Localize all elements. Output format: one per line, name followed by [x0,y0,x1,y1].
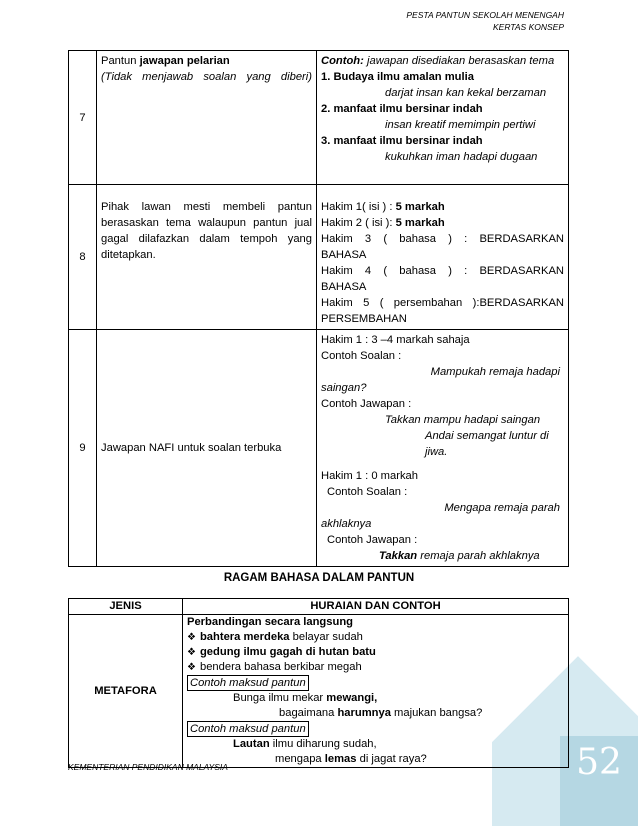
diamond-bullet-icon: ❖ [187,647,196,658]
row-number: 9 [69,330,97,567]
table-row [69,51,569,185]
section-title: RAGAM BAHASA DALAM PANTUN [223,572,415,584]
row-description: Pihak lawan mesti membeli pantun berasaskan tema walaupun pantun jual gagal dilafazkan dalam tempoh yang ditetapkan. [97,185,317,330]
row-number: 8 [69,185,97,330]
row-example: Contoh: jawapan disediakan berasaskan tema 1. Budaya ilmu amalan mulia darjat insan kan kekal berzaman 2. manfaat ilmu bersinar indah insan kreatif memimpin pertiwi 3. manfaat ilmu bersinar indah kukuhkan iman hadapi dugaan [317,51,569,185]
row-example: Hakim 1( isi ) : 5 markah Hakim 2 ( isi ): 5 markah Hakim 3 ( bahasa ) : BERDASARKAN BAHASA Hakim 4 ( bahasa ) : BERDASARKAN BAHASA Hakim 5 ( persembahan ):BERDASARKAN PERSEMBAHAN [317,185,569,330]
description-cell: Perbandingan secara langsung ❖ bahtera merdeka belayar sudah ❖ gedung ilmu gagah di hutan batu ❖ bendera bahasa berkibar megah Contoh maksud pantun Bunga ilmu mekar mewangi, bagaimana harumnya majukan bangsa? Contoh maksud pantun Lautan ilmu diharung sudah, mengapa lemas di jagat raya? [183,615,569,768]
header-line-2: KERTAS KONSEP [492,22,564,32]
row-description: Pantun jawapan pelarian (Tidak menjawab soalan yang diberi) [97,51,317,185]
page-number: 52 [560,736,638,826]
rules-table [68,50,569,567]
table-header-row [69,599,569,615]
diamond-bullet-icon: ❖ [187,662,196,673]
column-header: HURAIAN DAN CONTOH [183,599,569,615]
diamond-bullet-icon: ❖ [187,632,196,643]
example-box: Contoh maksud pantun [187,721,309,737]
example-box: Contoh maksud pantun [187,675,309,691]
page-header [406,9,564,33]
language-table [68,598,569,768]
table-row [69,185,569,330]
row-example: Hakim 1 : 3 –4 markah sahaja Contoh Soalan : Mampukah remaja hadapi saingan? Contoh Jawapan : Takkan mampu hadapi saingan Andai semangat luntur di jiwa. Hakim 1 : 0 markah Contoh Soalan : Mengapa remaja parah akhlaknya Contoh Jawapan : Takkan remaja parah akhlaknya [317,330,569,567]
row-number: 7 [69,51,97,185]
row-description: Jawapan NAFI untuk soalan terbuka [97,330,317,567]
table-row [69,330,569,567]
type-cell: METAFORA [69,615,183,768]
page-footer: KEMENTERIAN PENDIDIKAN MALAYSIA [68,762,228,772]
table-row [69,615,569,768]
column-header: JENIS [69,599,183,615]
header-line-1: PESTA PANTUN SEKOLAH MENENGAH [406,10,564,20]
